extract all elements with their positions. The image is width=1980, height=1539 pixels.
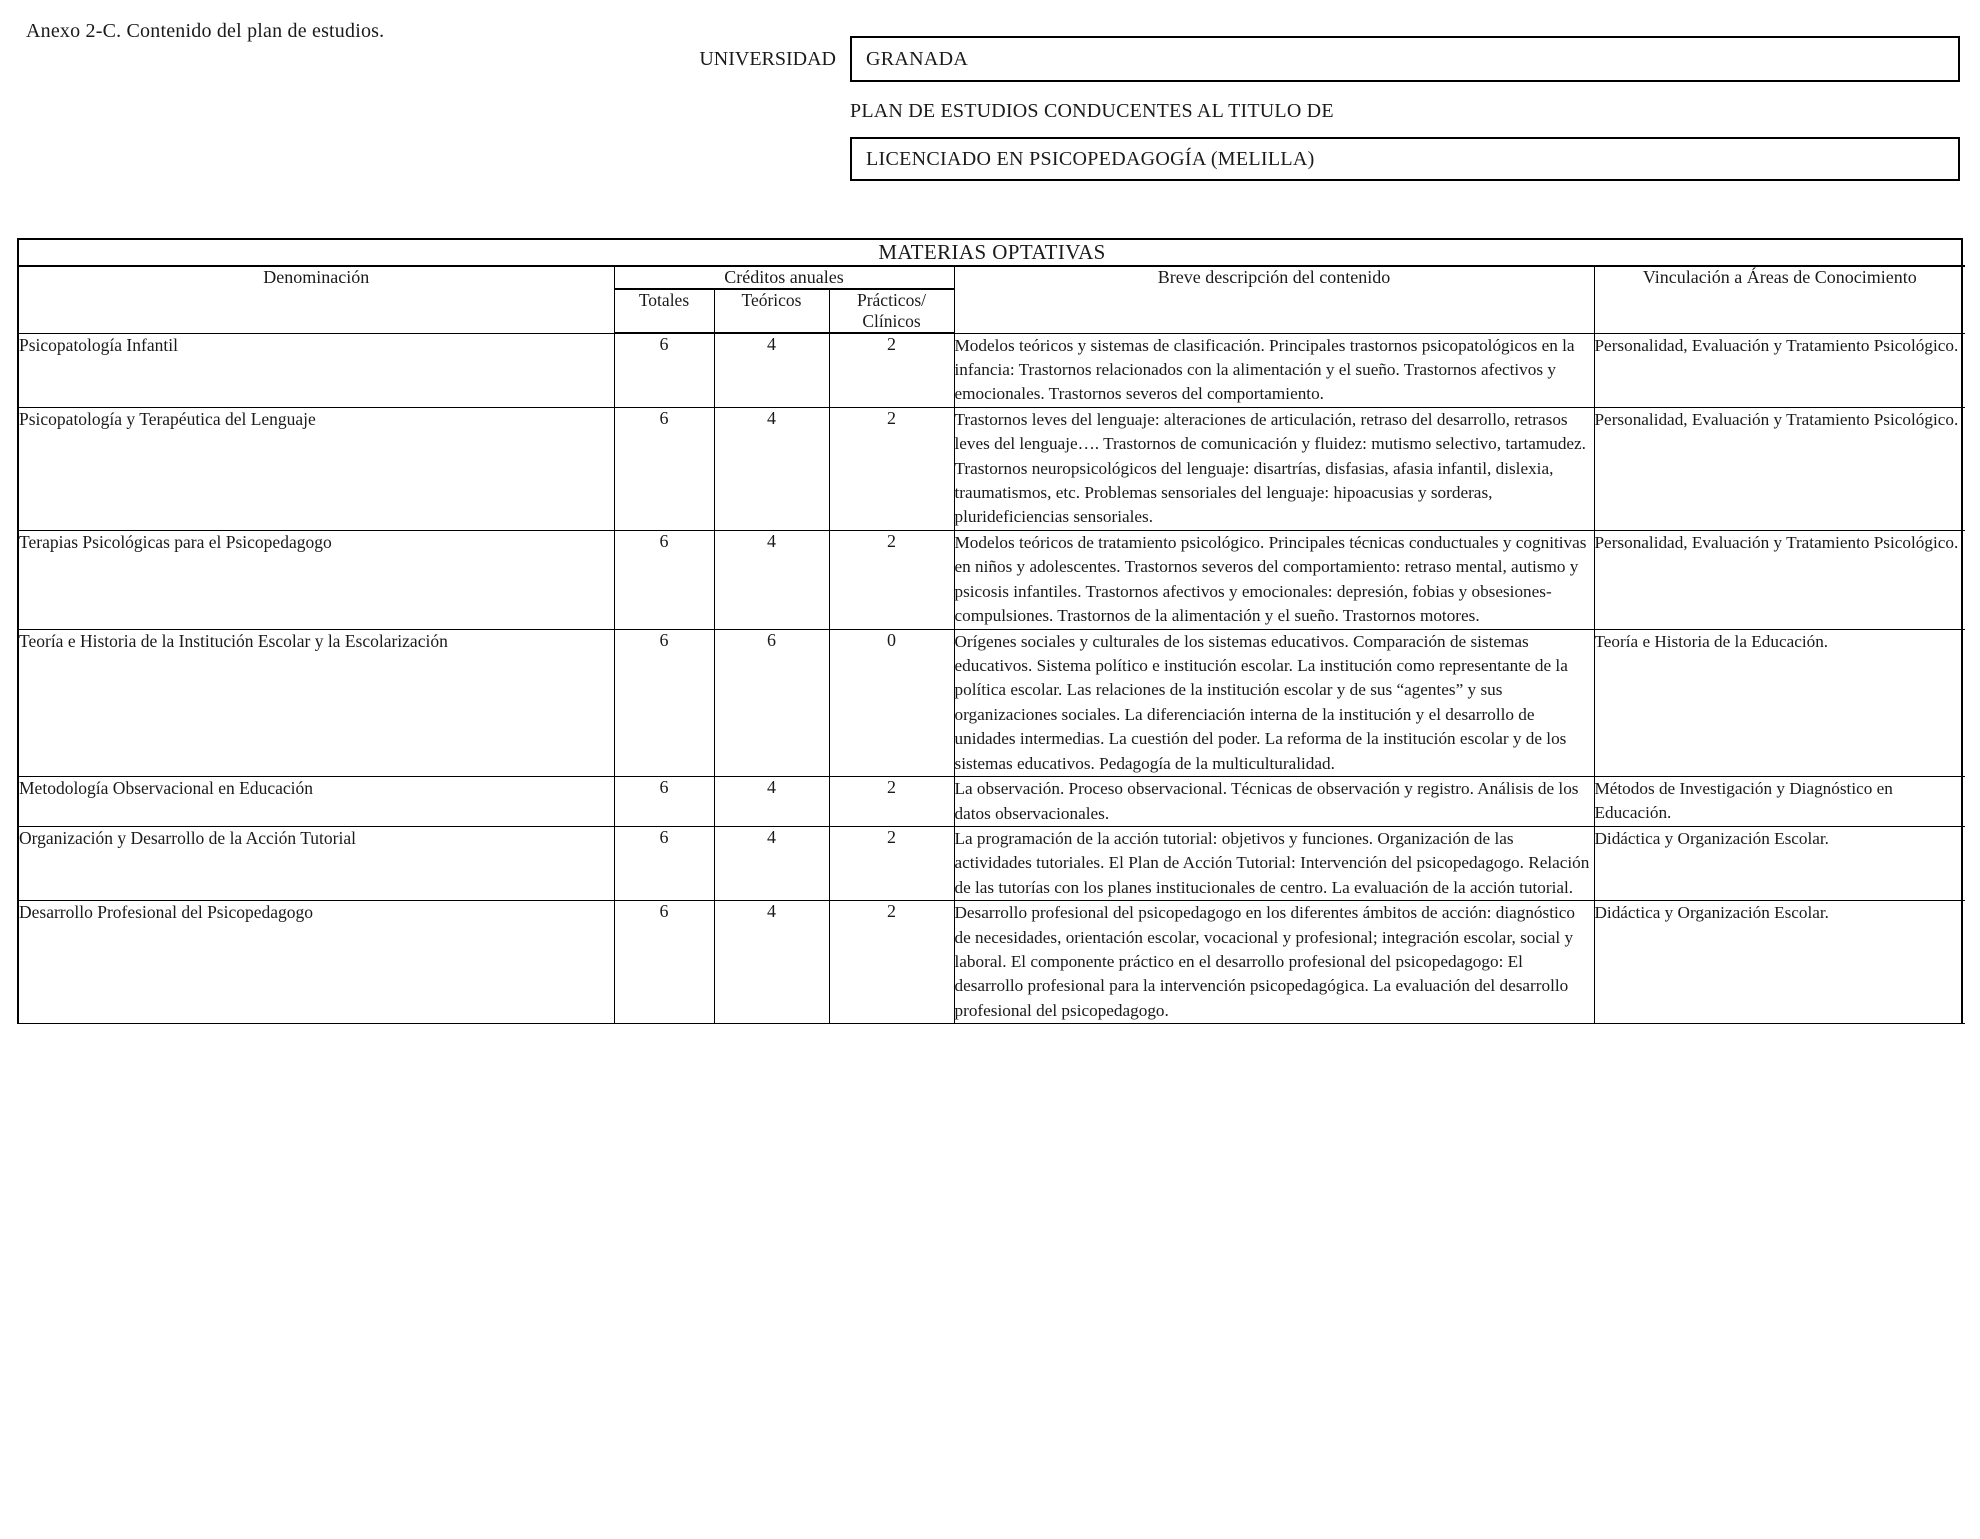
column-header-practical-line1: Prácticos/ [856,290,926,310]
cell-description: Modelos teóricos de tratamiento psicológico. Principales técnicas conductuales y cognitivas en niños y adolescentes. Trastornos severos del comportamiento: retraso mental, autismo y psicosis infantiles. Trastornos afectivos y emocionales: depresión, fobias y obsesiones-compulsiones. Trastornos de la alimentación y el sueño. Trastornos motores. [954,530,1594,629]
cell-description: Desarrollo profesional del psicopedagogo en los diferentes ámbitos de acción: diagnóstico de necesidades, orientación escolar, vocacional y profesional; integración escolar, social y laboral. El componente práctico en el desarrollo profesional del psicopedagogo: El desarrollo profesional para la intervención psicopedagógica. La evaluación del desarrollo profesional del psicopedagogo. [954,901,1594,1024]
cell-totals: 6 [614,407,714,530]
table-row [19,901,1965,1024]
cell-practical: 2 [829,407,954,530]
cell-description: Orígenes sociales y culturales de los sistemas educativos. Comparación de sistemas educativos. Sistema político e institución escolar. La institución como representante de la política escolar. Las relaciones de la institución escolar y de sus “agentes” y sus organizaciones sociales. La diferenciación interna de la institución y el desarrollo de unidades intermedias. La cuestión del poder. La reforma de la institución escolar y de los sistemas educativos. Pedagogía de la multiculturalidad. [954,629,1594,777]
university-label: UNIVERSIDAD [699,47,836,70]
cell-denomination: Metodología Observacional en Educación [19,777,614,827]
cell-theoretical: 4 [714,777,829,827]
cell-denomination: Organización y Desarrollo de la Acción Tutorial [19,826,614,900]
cell-totals: 6 [614,530,714,629]
cell-totals: 6 [614,333,714,407]
cell-description: Trastornos leves del lenguaje: alteraciones de articulación, retraso del desarrollo, retrasos leves del lenguaje…. Trastornos de comunicación y fluidez: mutismo selectivo, tartamudez. Trastornos neuropsicológicos del lenguaje: disartrías, disfasias, afasia infantil, dislexia, traumatismos, etc. Problemas sensoriales del lenguaje: hipoacusias y sorderas, plurideficiencias sensoriales. [954,407,1594,530]
annex-label: Anexo 2-C. Contenido del plan de estudios. [26,20,385,42]
table-title-row [19,240,1965,266]
column-header-linkage: Vinculación a Áreas de Conocimiento [1594,266,1965,333]
cell-practical: 2 [829,777,954,827]
cell-linkage: Personalidad, Evaluación y Tratamiento Psicológico. [1594,333,1965,407]
cell-totals: 6 [614,777,714,827]
cell-linkage: Teoría e Historia de la Educación. [1594,629,1965,777]
cell-description: La programación de la acción tutorial: objetivos y funciones. Organización de las actividades tutoriales. El Plan de Acción Tutorial: Intervención del psicopedagogo. Relación de las tutorías con los planes institucionales de centro. La evaluación de la acción tutorial. [954,826,1594,900]
cell-practical: 0 [829,629,954,777]
cell-theoretical: 4 [714,901,829,1024]
optional-subjects-table-wrapper [17,238,1963,1024]
column-group-header-credits: Créditos anuales [614,266,954,289]
table-row [19,826,1965,900]
table-row [19,777,1965,827]
degree-title-box: LICENCIADO EN PSICOPEDAGOGÍA (MELILLA) [850,137,1960,181]
cell-theoretical: 4 [714,407,829,530]
cell-theoretical: 4 [714,826,829,900]
table-row [19,629,1965,777]
cell-linkage: Didáctica y Organización Escolar. [1594,901,1965,1024]
optional-subjects-table [19,240,1965,1024]
university-value-box: GRANADA [850,36,1960,82]
table-group-header-row [19,266,1965,289]
table-row [19,333,1965,407]
cell-practical: 2 [829,901,954,1024]
cell-practical: 2 [829,826,954,900]
cell-theoretical: 4 [714,530,829,629]
cell-linkage: Didáctica y Organización Escolar. [1594,826,1965,900]
table-title: MATERIAS OPTATIVAS [19,240,1965,266]
cell-denomination: Terapias Psicológicas para el Psicopedagogo [19,530,614,629]
table-row [19,530,1965,629]
cell-denomination: Teoría e Historia de la Institución Escolar y la Escolarización [19,629,614,777]
column-header-practical-line2: Clínicos [862,311,921,331]
table-row [19,407,1965,530]
cell-totals: 6 [614,826,714,900]
column-header-theoretical: Teóricos [714,289,829,333]
cell-totals: 6 [614,629,714,777]
cell-description: La observación. Proceso observacional. Técnicas de observación y registro. Análisis de los datos observacionales. [954,777,1594,827]
column-header-denomination: Denominación [19,266,614,333]
document-header [680,36,1960,181]
cell-totals: 6 [614,901,714,1024]
cell-theoretical: 6 [714,629,829,777]
cell-theoretical: 4 [714,333,829,407]
cell-linkage: Personalidad, Evaluación y Tratamiento Psicológico. [1594,530,1965,629]
plan-line: PLAN DE ESTUDIOS CONDUCENTES AL TITULO DE [850,100,1334,122]
cell-denomination: Psicopatología y Terapéutica del Lenguaje [19,407,614,530]
column-header-practical [829,289,954,333]
column-header-description: Breve descripción del contenido [954,266,1594,333]
cell-description: Modelos teóricos y sistemas de clasificación. Principales trastornos psicopatológicos en la infancia: Trastornos relacionados con la alimentación y el sueño. Trastornos afectivos y emocionales. Trastornos severos del comportamiento. [954,333,1594,407]
cell-practical: 2 [829,333,954,407]
cell-linkage: Métodos de Investigación y Diagnóstico en Educación. [1594,777,1965,827]
table-body [19,333,1965,1024]
cell-practical: 2 [829,530,954,629]
university-row [680,36,1960,82]
cell-denomination: Psicopatología Infantil [19,333,614,407]
cell-linkage: Personalidad, Evaluación y Tratamiento Psicológico. [1594,407,1965,530]
column-header-totals: Totales [614,289,714,333]
cell-denomination: Desarrollo Profesional del Psicopedagogo [19,901,614,1024]
